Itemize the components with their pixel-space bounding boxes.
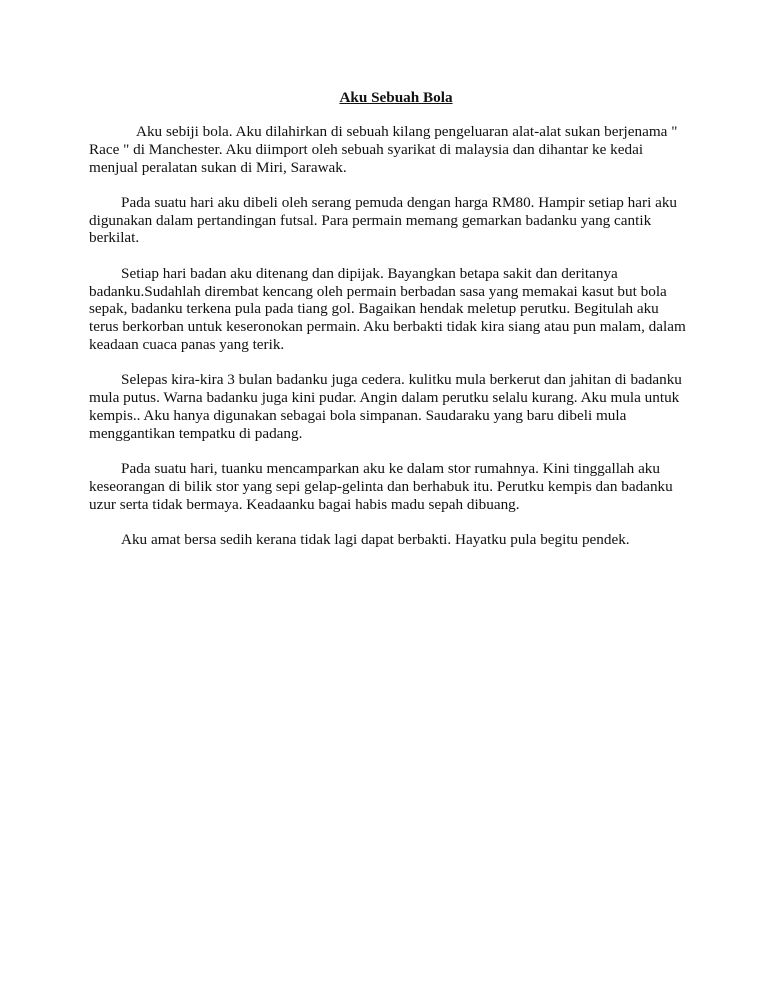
document-body <box>89 89 689 566</box>
paragraph-5: Pada suatu hari, tuanku mencamparkan aku ke dalam stor rumahnya. Kini tinggallah aku keseorangan di bilik stor yang sepi gelap-gelinta dan berhabuk itu. Perutku kempis dan badanku uzur serta tidak bermaya. Keadaanku bagai habis madu sepah dibuang. <box>89 459 673 513</box>
paragraph-4: Selepas kira-kira 3 bulan badanku juga cedera. kulitku mula berkerut dan jahitan di badanku mula putus. Warna badanku juga kini pudar. Angin dalam perutku selalu kurang. Aku mula untuk kempis.. Aku hanya digunakan sebagai bola simpanan. Saudaraku yang baru dibeli mula menggantikan tempatku di padang. <box>89 371 682 442</box>
paragraph-3: Setiap hari badan aku ditenang dan dipijak. Bayangkan betapa sakit dan deritanya badanku.Sudahlah dirembat kencang oleh permain berbadan sasa yang memakai kasut but bola sepak, badanku terkena pula pada tiang gol. Bagaikan hendak meletup perutku. Begitulah aku terus berkorban untuk keseronokan permain. Aku berbakti tidak kira siang atau pun malam, dalam keadaan cuaca panas yang terik. <box>89 264 686 353</box>
paragraph-1: Aku sebiji bola. Aku dilahirkan di sebuah kilang pengeluaran alat-alat sukan berjenama " Race " di Manchester. Aku diimport oleh sebuah syarikat di malaysia dan dihantar ke kedai menjual peralatan sukan di Miri, Sarawak. <box>89 123 678 176</box>
document-title: Aku Sebuah Bola <box>339 89 453 106</box>
paragraph-6: Aku amat bersa sedih kerana tidak lagi dapat berbakti. Hayatku pula begitu pendek. <box>121 530 630 548</box>
paragraph-2: Pada suatu hari aku dibeli oleh serang pemuda dengan harga RM80. Hampir setiap hari aku digunakan dalam pertandingan futsal. Para permain memang gemarkan badanku yang cantik berkilat. <box>89 193 678 247</box>
